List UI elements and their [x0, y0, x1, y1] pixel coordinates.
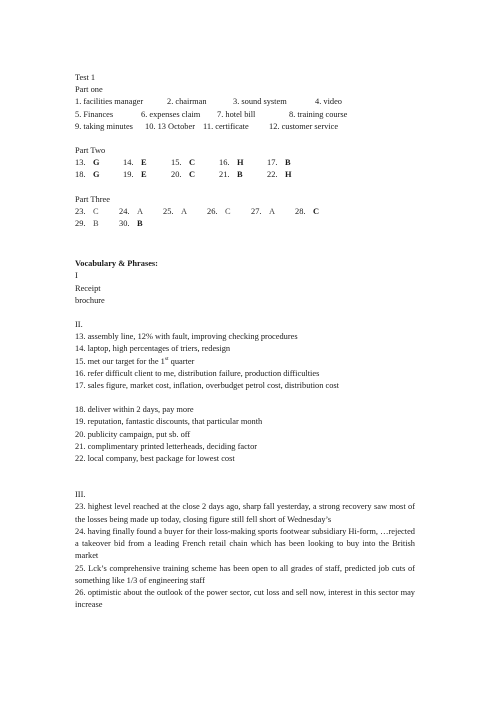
question-number: 28.	[295, 206, 306, 216]
answer-item: 4. video	[315, 97, 342, 107]
question-number: 30.	[119, 219, 130, 229]
answer-letter: A	[269, 206, 276, 216]
vocab-item-text: 15. met our target for the 1	[75, 356, 165, 366]
part-two-row	[75, 157, 415, 169]
answer-letter: G	[93, 170, 100, 180]
ordinal-suffix: st	[164, 355, 169, 362]
answer-letter: C	[189, 170, 196, 180]
answer-letter: B	[237, 170, 243, 180]
answer-item: 9. taking minutes	[75, 121, 133, 131]
answer-letter: B	[137, 219, 143, 229]
part-one-row	[75, 121, 415, 133]
section-label: II.	[75, 320, 83, 330]
question-number: 29.	[75, 219, 86, 229]
question-number: 16.	[219, 158, 230, 168]
question-number: 24.	[119, 206, 130, 216]
part-one-row	[75, 96, 415, 108]
question-number: 19.	[123, 170, 134, 180]
question-number: 26.	[207, 206, 218, 216]
answer-item: 7. hotel bill	[217, 109, 256, 119]
question-number: 18.	[75, 170, 86, 180]
vocab-item: 17. sales figure, market cost, inflation, overbudget petrol cost, distribution cost	[75, 381, 339, 391]
vocab-item: 14. laptop, high percentages of triers, redesign	[75, 344, 231, 354]
vocab-heading: Vocabulary & Phrases:	[75, 259, 158, 269]
section-label: I	[75, 271, 78, 281]
vocab-item: 26. optimistic about the outlook of the power sector, cut loss and sell now, interest in this sector may increase	[75, 587, 415, 610]
answer-document	[75, 72, 415, 611]
answer-letter: C	[225, 206, 231, 216]
answer-letter: A	[137, 206, 144, 216]
question-number: 13.	[75, 158, 86, 168]
vocab-item: Receipt	[75, 283, 101, 293]
test-title: Test 1	[75, 73, 96, 82]
part-three-row	[75, 218, 415, 230]
answer-item: 11. certificate	[203, 121, 249, 131]
vocab-item	[75, 356, 415, 368]
answer-item: 12. customer service	[269, 121, 339, 131]
vocab-item: 20. publicity campaign, put sb. off	[75, 429, 191, 439]
part-two-row	[75, 169, 415, 181]
answer-letter: A	[181, 206, 188, 216]
question-number: 25.	[163, 206, 174, 216]
question-number: 17.	[267, 158, 278, 168]
question-number: 27.	[251, 206, 262, 216]
section-label: III.	[75, 490, 86, 500]
answer-letter: C	[189, 158, 196, 168]
vocab-item: 21. complimentary printed letterheads, deciding factor	[75, 441, 258, 451]
answer-letter: E	[141, 158, 147, 168]
answer-letter: C	[313, 206, 320, 216]
question-number: 20.	[171, 170, 182, 180]
answer-letter: C	[93, 206, 99, 216]
part-one-heading: Part one	[75, 85, 103, 95]
question-number: 22.	[267, 170, 278, 180]
vocab-item: 13. assembly line, 12% with fault, improving checking procedures	[75, 332, 298, 342]
vocab-item: 23. highest level reached at the close 2 days ago, sharp fall yesterday, a strong recovery saw most of the losses being made up today, closing figure still fell short of Wednesday’s	[75, 502, 415, 524]
vocab-item: 24. having finally found a buyer for their loss-making sports footwear subsidiary Hi-form, …rejected a takeover bid from a leading French retail chain which has been looking to buy into the British market	[75, 526, 415, 561]
answer-item: 3. sound system	[233, 97, 287, 107]
question-number: 23.	[75, 206, 86, 216]
vocab-item: 25. Lck’s comprehensive training scheme has been open to all grades of staff, predicted job cuts of something like 1/3 of engineering staff	[75, 563, 415, 585]
question-number: 21.	[219, 170, 230, 180]
answer-item: 6. expenses claim	[141, 109, 201, 119]
vocab-item: 19. reputation, fantastic discounts, that particular month	[75, 417, 263, 427]
answer-letter: B	[93, 219, 99, 229]
answer-letter: E	[141, 170, 147, 180]
answer-letter: H	[285, 170, 292, 180]
part-three-heading: Part Three	[75, 194, 110, 204]
question-number: 14.	[123, 158, 134, 168]
question-number: 15.	[171, 158, 182, 168]
part-one-row	[75, 109, 415, 121]
vocab-item: 18. deliver within 2 days, pay more	[75, 405, 194, 415]
part-three-row	[75, 206, 415, 218]
answer-letter: G	[93, 158, 100, 168]
part-two-heading: Part Two	[75, 146, 106, 156]
vocab-item: 22. local company, best package for lowest cost	[75, 454, 235, 464]
vocab-item: 16. refer difficult client to me, distribution failure, production difficulties	[75, 368, 320, 378]
answer-item: 5. Finances	[75, 109, 114, 119]
answer-item: 1. facilities manager	[75, 97, 144, 107]
vocab-item-tail: quarter	[168, 356, 195, 366]
vocab-item: brochure	[75, 295, 105, 305]
answer-letter: H	[237, 158, 244, 168]
answer-letter: B	[285, 158, 291, 168]
answer-item: 8. training course	[289, 109, 348, 119]
answer-item: 10. 13 October	[145, 121, 196, 131]
answer-item: 2. chairman	[167, 97, 207, 107]
